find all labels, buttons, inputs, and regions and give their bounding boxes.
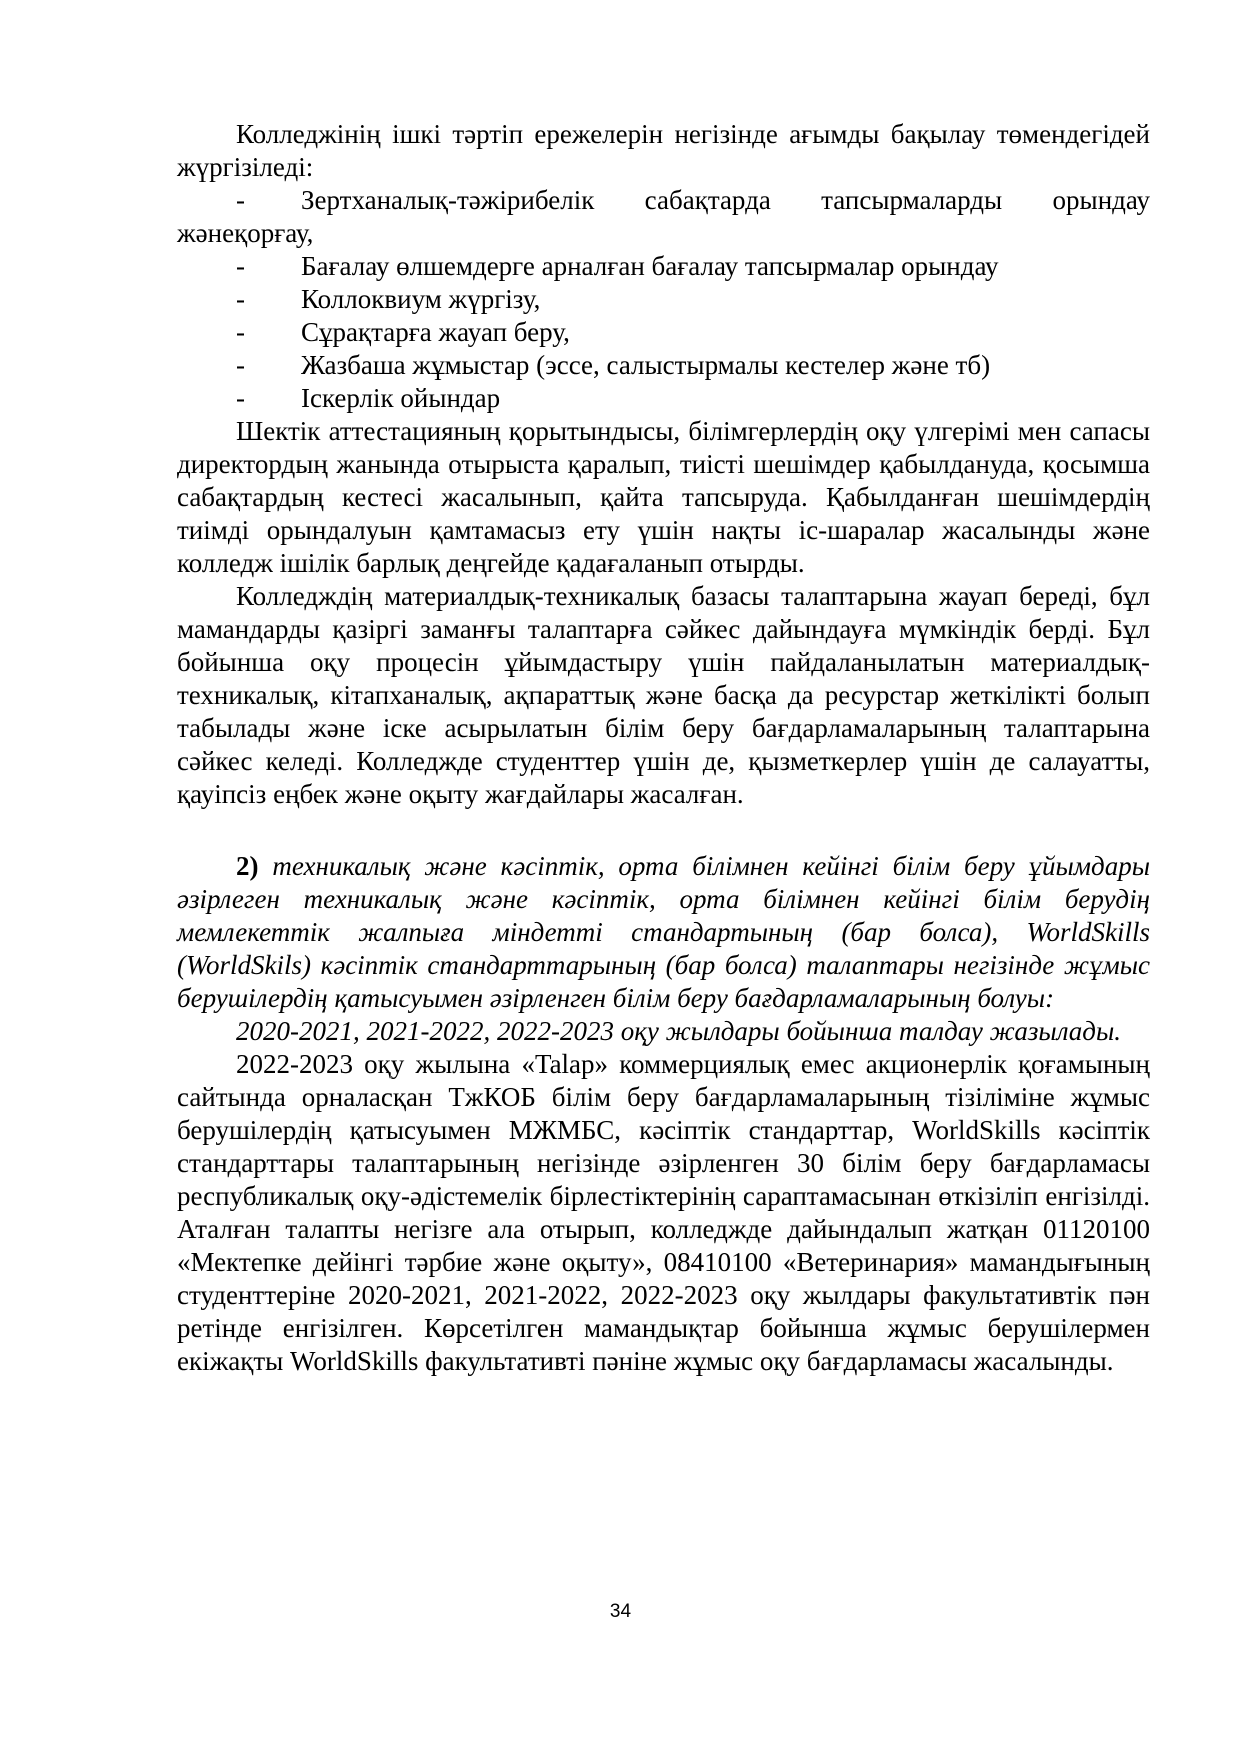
list-item-text: Бағалау өлшемдерге арналған бағалау тапсырмалар орындау xyxy=(301,251,999,281)
section-number: 2) xyxy=(236,851,259,881)
list-item xyxy=(177,382,1150,415)
section-2-heading xyxy=(177,850,1150,1015)
list-item-text: Зертханалық-тәжірибелік сабақтарда тапсырмаларды орындау жәнеқорғау, xyxy=(177,185,1150,248)
section-gap xyxy=(177,811,1150,850)
section-heading-text: техникалық және кәсіптік, орта білімнен кейінгі білім беру ұйымдары әзірлеген техникалық және кәсіптік, орта білімнен кейінгі білім берудің мемлекеттік жалпыға міндетті стандартының (бар болса), WorldSkills (WorldSkils) кәсіптік стандарттарының (бар болса) талаптары негізінде жұмыс берушілердің қатысуымен әзірленген білім беру бағдарламаларының болуы: xyxy=(177,851,1150,1013)
list-item xyxy=(177,316,1150,349)
list-dash: - xyxy=(236,251,245,281)
section-2-body: 2022-2023 оқу жылына «Talap» коммерциялық емес акционерлік қоғамының сайтында орналасқан ТжКОБ білім беру бағдарламаларының тізіліміне жұмыс берушілердің қатысуымен МЖМБС, кәсіптік стандарттар, WorldSkills кәсіптік стандарттары талаптарының негізінде әзірленген 30 білім беру бағдарламасы республикалық оқу-әдістемелік бірлестіктерінің сараптамасынан өткізіліп енгізілді. Аталған талапты негізге ала отырып, колледжде дайындалып жатқан 01120100 «Мектепке дейінгі тәрбие және оқыту», 08410100 «Ветеринария» мамандығының студенттеріне 2020-2021, 2021-2022, 2022-2023 оқу жылдары факультативтік пән ретінде енгізілген. Көрсетілген мамандықтар бойынша жұмыс берушілермен екіжақты WorldSkills факультативті пәніне жұмыс оқу бағдарламасы жасалынды. xyxy=(177,1049,1150,1376)
paragraph-material-base: Колледждің материалдық-техникалық базасы талаптарына жауап береді, бұл мамандарды қазіргі заманғы талаптарға сәйкес дайындауға мүмкіндік берді. Бұл бойынша оқу процесін ұйымдастыру үшін пайдаланылатын материалдық-техникалық, кітапханалық, ақпараттық және басқа да ресурстар жеткілікті болып табылады және іске асырылатын білім беру бағдарламаларының талаптарына сәйкес келеді. Колледжде студенттер үшін де, қызметкерлер үшін де салауатты, қауіпсіз еңбек және оқыту жағдайлары жасалған. xyxy=(177,581,1150,809)
paragraph-attestation: Шектік аттестацияның қорытындысы, білімгерлердің оқу үлгерімі мен сапасы директордың жанында отырыста қаралып, тиісті шешімдер қабылдануда, қосымша сабақтардың кестесі жасалынып, қайта тапсыруда. Қабылданған шешімдердің тиімді орындалуын қамтамасыз ету үшін нақты іс-шаралар жасалынды және колледж ішілік барлық деңгейде қадағаланып отырды. xyxy=(177,416,1150,578)
list-item-text: Коллоквиум жүргізу, xyxy=(301,284,541,314)
page-number: 34 xyxy=(609,1601,632,1622)
list-item xyxy=(177,349,1150,382)
list-item xyxy=(177,184,1150,250)
list-dash: - xyxy=(236,317,245,347)
list-dash: - xyxy=(236,185,245,215)
list-item xyxy=(177,283,1150,316)
intro-lead: Колледжінің ішкі тәртіп ережелерін негізінде ағымды бақылау төмендегідей жүргізіледі: xyxy=(177,119,1150,182)
page-content xyxy=(177,118,1150,1378)
list-item-text: Жазбаша жұмыстар (эссе, салыстырмалы кестелер және тб) xyxy=(301,350,991,380)
list-item xyxy=(177,250,1150,283)
list-dash: - xyxy=(236,284,245,314)
list-dash: - xyxy=(236,383,245,413)
list-item-text: Іскерлік ойындар xyxy=(301,383,501,413)
list-item-text: Сұрақтарға жауап беру, xyxy=(301,317,570,347)
section-2-note: 2020-2021, 2021-2022, 2022-2023 оқу жылдары бойынша талдау жазылады. xyxy=(236,1016,1122,1046)
list-dash: - xyxy=(236,350,245,380)
